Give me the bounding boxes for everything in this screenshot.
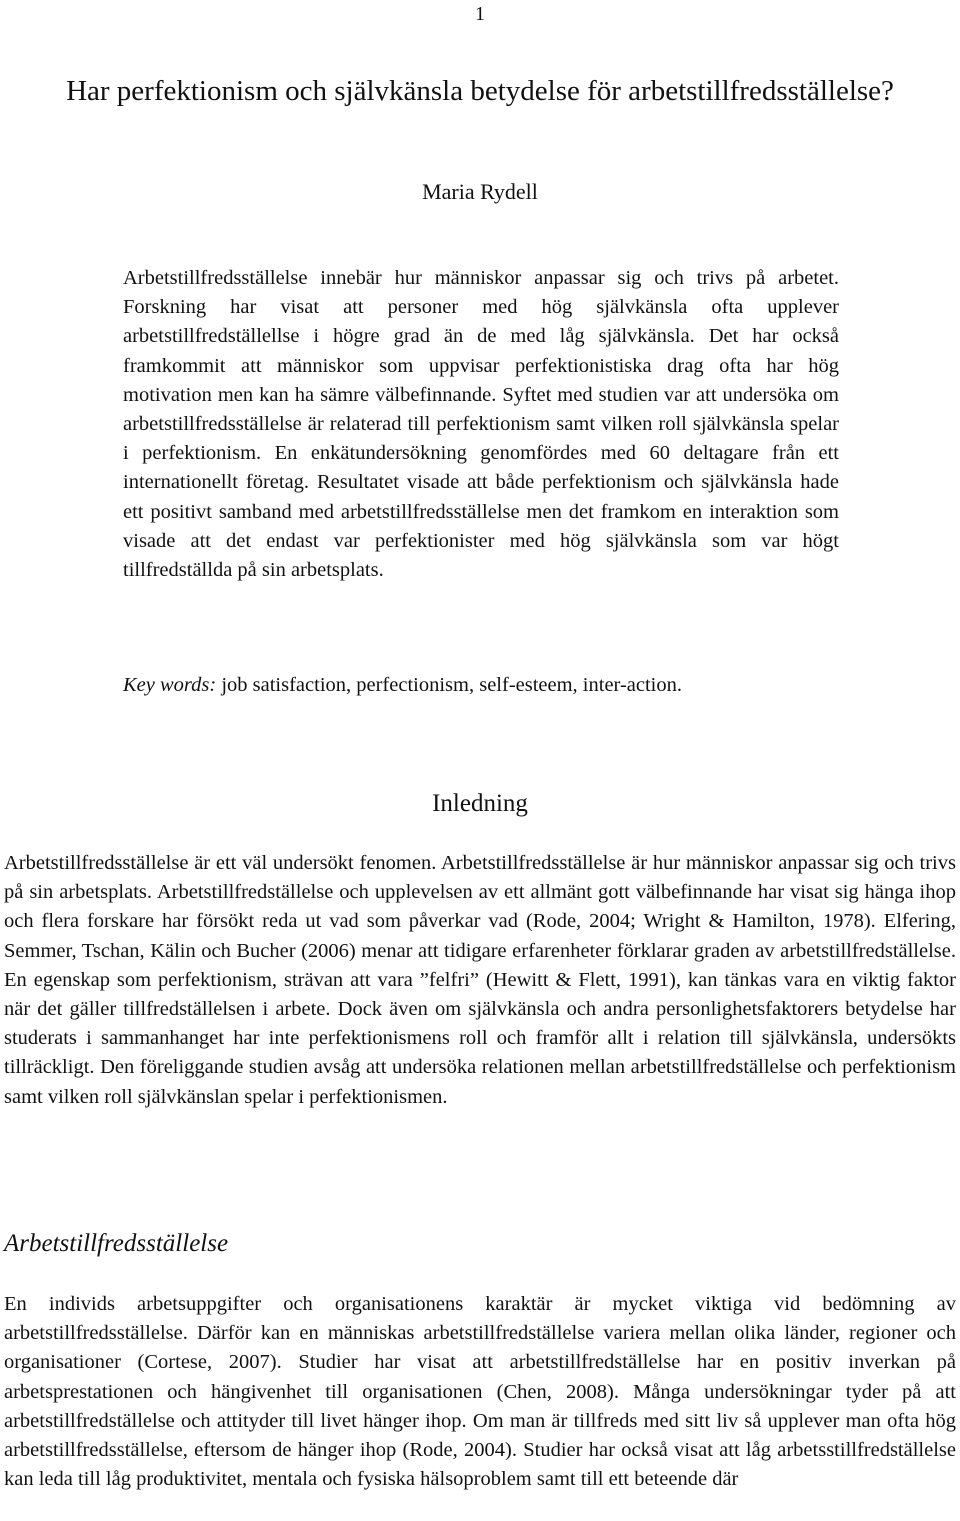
abstract-text: Arbetstillfredsställelse innebär hur människor anpassar sig och trivs på arbetet. Forskning har visat att personer med hög självkänsla ofta upplever arbetstillfredställellse i högre grad än de med låg självkänsla. Det har också framkommit att människor som uppvisar perfektionistiska drag ofta har hög motivation men kan ha sämre välbefinnande. Syftet med studien var att undersöka om arbetstillfredsställelse är relaterad till perfektionism samt vilken roll självkänsla spelar i perfektionism. En enkätundersökning genomfördes med 60 deltagare från ett internationellt företag. Resultatet visade att både perfektionism och självkänsla hade ett positivt samband med arbetstillfredsställelse men det framkom en interaktion som visade att det endast var perfektionister med hög självkänsla som var högt tillfredställda på sin arbetsplats.	[123, 267, 839, 582]
keywords	[123, 671, 839, 700]
section-heading-introduction: Inledning	[432, 790, 528, 817]
subsection-heading: Arbetstillfredsställelse	[4, 1230, 229, 1257]
introduction-paragraph: Arbetstillfredsställelse är ett väl undersökt fenomen. Arbetstillfredsställelse är hur människor anpassar sig och trivs på sin arbetsplats. Arbetstillfredställelse och upplevelsen av ett allmänt gott välbefinnande har visat sig hänga ihop och flera forskare har försökt reda ut vad som påverkar vad (Rode, 2004; Wright & Hamilton, 1978). Elfering, Semmer, Tschan, Kälin och Bucher (2006) menar att tidigare erfarenheter förklarar graden av arbetstillfredställelse. En egenskap som perfektionism, strävan att vara ”felfri” (Hewitt & Flett, 1991), kan tänkas vara en viktig faktor när det gäller tillfredställelsen i arbete. Dock även om självkänsla och andra personlighetsfaktorers betydelse har studerats i sammanhanget har inte perfektionismens roll och framför allt i relation till självkänsla, undersökts tillräckligt. Den föreliggande studien avsåg att undersöka relationen mellan arbetstillfredställelse och perfektionism samt vilken roll självkänslan spelar i perfektionismen.	[4, 852, 956, 1108]
keywords-label: Key words:	[123, 674, 217, 696]
paper-title: Har perfektionism och självkänsla betydelse för arbetstillfredsställelse?	[66, 75, 894, 107]
keywords-text: job satisfaction, perfectionism, self-esteem, inter-action.	[216, 674, 683, 696]
subsection-paragraph: En individs arbetsuppgifter och organisationens karaktär är mycket viktiga vid bedömning av arbetstillfredsställelse. Därför kan en människas arbetstillfredställelse variera mellan olika länder, regioner och organisationer (Cortese, 2007). Studier har visat att arbetstillfredställelse har en positiv inverkan på arbetsprestationen och hängivenhet till organisationen (Chen, 2008). Många undersökningar tyder på att arbetstillfredställelse och attityder till livet hänger ihop. Om man är tillfreds med sitt liv så upplever man ofta hög arbetstillfredsställelse, eftersom de hänger ihop (Rode, 2004). Studier har också visat att låg arbetsstillfredställelse kan leda till låg produktivitet, mentala och fysiska hälsoproblem samt till ett beteende där	[4, 1293, 956, 1491]
author-name: Maria Rydell	[422, 179, 538, 204]
page-number: 1	[475, 3, 485, 25]
